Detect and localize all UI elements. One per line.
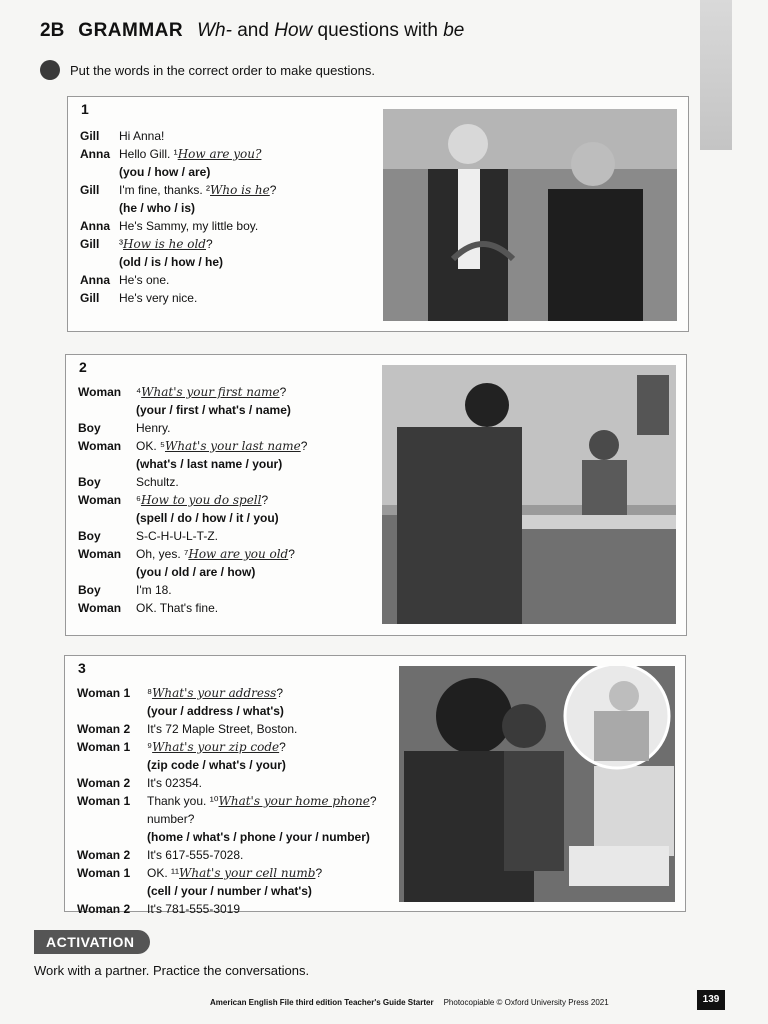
dialogue-line [77,792,397,828]
handwritten-answer: How to you do spell [140,493,262,507]
word-prompt: (you / how / are) [119,165,211,179]
handwritten-answer: How are you old [188,547,289,561]
activation-label: ACTIVATION [34,930,150,954]
line-text [119,181,276,199]
handwritten-answer: Who is he [210,183,270,197]
footer-book: American English File third edition Teacher's Guide Starter [210,998,434,1007]
line-pre: It's 02354. [147,776,202,790]
line-text [147,792,397,828]
unit-code: 2B [40,20,65,41]
speaker-name: Woman 1 [77,740,131,754]
line-text [119,235,213,253]
word-prompt: (your / first / what's / name) [136,403,291,417]
line-pre: OK. That's fine. [136,601,219,615]
line-pre: ³ [119,237,123,251]
line-pre: ⁶ [136,493,141,507]
speaker-name: Woman [78,439,122,453]
page-number: 139 [697,990,725,1010]
line-post: ? [279,740,286,754]
line-text [119,217,258,235]
speaker-name: Woman 2 [77,776,131,790]
handwritten-answer: What's your first name [141,385,280,399]
speaker-name: Woman 1 [77,794,131,808]
line-text [119,271,169,289]
line-post: ? [279,385,287,399]
handwritten-answer: How are you? [177,147,262,161]
handwritten-answer: What's your zip code [152,740,280,754]
dialogue-line [80,145,380,163]
word-prompt: (spell / do / how / it / you) [136,511,279,525]
line-post: ? [205,237,213,251]
line-text [147,720,297,738]
line-post: ? [261,493,269,507]
instruction-text: Put the words in the correct order to make questions. [70,62,375,78]
handwritten-answer: What's your address [152,686,277,700]
speaker-name: Boy [78,475,101,489]
line-pre: OK. ⁵ [136,439,165,453]
section-title: GRAMMAR [78,20,184,41]
decorative-stripe [700,0,732,150]
dialogue-line [80,127,380,145]
line-pre: ⁴ [136,385,142,399]
line-text [136,527,218,545]
speaker-name: Boy [78,529,101,543]
line-pre: It's 617-555-7028. [147,848,244,862]
exercise-1-box [67,96,689,332]
speaker-name: Gill [80,183,100,197]
line-text [147,774,202,792]
exercise-number: 3 [78,660,86,676]
instruction [40,60,375,80]
line-text [136,419,170,437]
line-text [147,684,283,702]
speaker-name: Woman [78,385,122,399]
line-pre: I'm 18. [136,583,172,597]
exercise-number: 2 [79,359,87,375]
dialogue-line [80,271,380,289]
speaker-name: Boy [78,421,101,435]
line-pre: He's one. [119,273,170,287]
word-prompt: (cell / your / number / what's) [147,884,312,898]
page-header [40,20,464,50]
dialogue [77,684,397,918]
dialogue-line [78,437,378,455]
photo-call-center [399,666,675,902]
dialogue-line [78,545,378,563]
line-text [136,545,295,563]
section-subtitle: Wh- and How questions with be [197,20,465,41]
dialogue-line [77,864,397,882]
line-pre: He's very nice. [119,291,198,305]
speaker-name: Anna [80,273,110,287]
activation-text: Work with a partner. Practice the conversations. [34,963,310,978]
footer [210,998,609,1007]
line-text [147,900,240,918]
line-text [119,145,261,163]
line-text [136,437,307,455]
line-post: ? [276,686,284,700]
dialogue-line [77,684,397,702]
dialogue-line [77,774,397,792]
dialogue [78,383,378,617]
line-post: ? [269,183,277,197]
speaker-name: Gill [80,237,100,251]
dialogue-line [78,581,378,599]
handwritten-answer: What's your last name [164,439,301,453]
line-text [147,864,322,882]
dialogue [80,127,380,307]
speaker-name: Boy [78,583,101,597]
line-pre: ⁹ [147,740,153,754]
line-pre: ⁸ [147,686,153,700]
handwritten-answer: What's your home phone [218,794,370,808]
line-pre: Schultz. [136,475,179,489]
line-text [136,599,218,617]
word-prompt: (you / old / are / how) [136,565,256,579]
exercise-3-box [64,655,686,916]
dialogue-line [80,217,380,235]
line-post: ? [315,866,323,880]
speaker-name: Woman 2 [77,902,131,916]
line-pre: It's 781-555-3019 [147,902,241,916]
line-pre: I'm fine, thanks. ² [119,183,210,197]
speaker-name: Woman 2 [77,848,131,862]
dialogue-line [78,599,378,617]
photo-two-women [383,109,677,321]
dialogue-line [80,289,380,307]
line-pre: S-C-H-U-L-T-Z. [136,529,218,543]
dialogue-line [78,419,378,437]
bullet-icon [40,60,60,80]
word-prompt: (old / is / how / he) [119,255,223,269]
line-pre: Oh, yes. ⁷ [136,547,189,561]
line-text [136,491,268,509]
word-prompt: (zip code / what's / your) [147,758,286,772]
dialogue-line [77,846,397,864]
speaker-name: Anna [80,147,110,161]
speaker-name: Woman [78,601,122,615]
dialogue-line [77,720,397,738]
dialogue-line [78,473,378,491]
line-pre: Thank you. ¹⁰ [147,794,219,808]
photo-reception-desk [382,365,676,624]
dialogue-line [80,181,380,199]
handwritten-answer: How is he old [123,237,206,251]
speaker-name: Gill [80,291,100,305]
line-pre: Hi Anna! [119,129,165,143]
dialogue-line [80,235,380,253]
line-pre: OK. ¹¹ [147,866,179,880]
line-pre: It's 72 Maple Street, Boston. [147,722,298,736]
line-text [136,473,179,491]
line-text [147,738,286,756]
exercise-number: 1 [81,101,89,117]
word-prompt: (home / what's / phone / your / number) [147,830,370,844]
line-post: ? [288,547,295,561]
speaker-name: Woman [78,547,122,561]
speaker-name: Woman 1 [77,686,131,700]
line-text [119,289,197,307]
speaker-name: Woman 1 [77,866,131,880]
speaker-name: Woman 2 [77,722,131,736]
dialogue-line [77,900,397,918]
line-pre: Henry. [136,421,171,435]
line-text [136,581,172,599]
speaker-name: Anna [80,219,110,233]
handwritten-answer: What's your cell numb [179,866,316,880]
exercise-2-box [65,354,687,636]
word-prompt: (he / who / is) [119,201,196,215]
dialogue-line [78,491,378,509]
dialogue-line [77,738,397,756]
footer-copyright: Photocopiable © Oxford University Press 2021 [443,998,609,1007]
line-pre: Hello Gill. ¹ [119,147,178,161]
line-text [136,383,286,401]
speaker-name: Gill [80,129,100,143]
speaker-name: Woman [78,493,122,507]
dialogue-line [78,383,378,401]
line-post: ? [300,439,308,453]
line-post: ? number? [147,794,377,826]
line-text [119,127,164,145]
line-text [147,846,243,864]
word-prompt: (your / address / what's) [147,704,284,718]
line-pre: He's Sammy, my little boy. [119,219,259,233]
dialogue-line [78,527,378,545]
word-prompt: (what's / last name / your) [136,457,283,471]
